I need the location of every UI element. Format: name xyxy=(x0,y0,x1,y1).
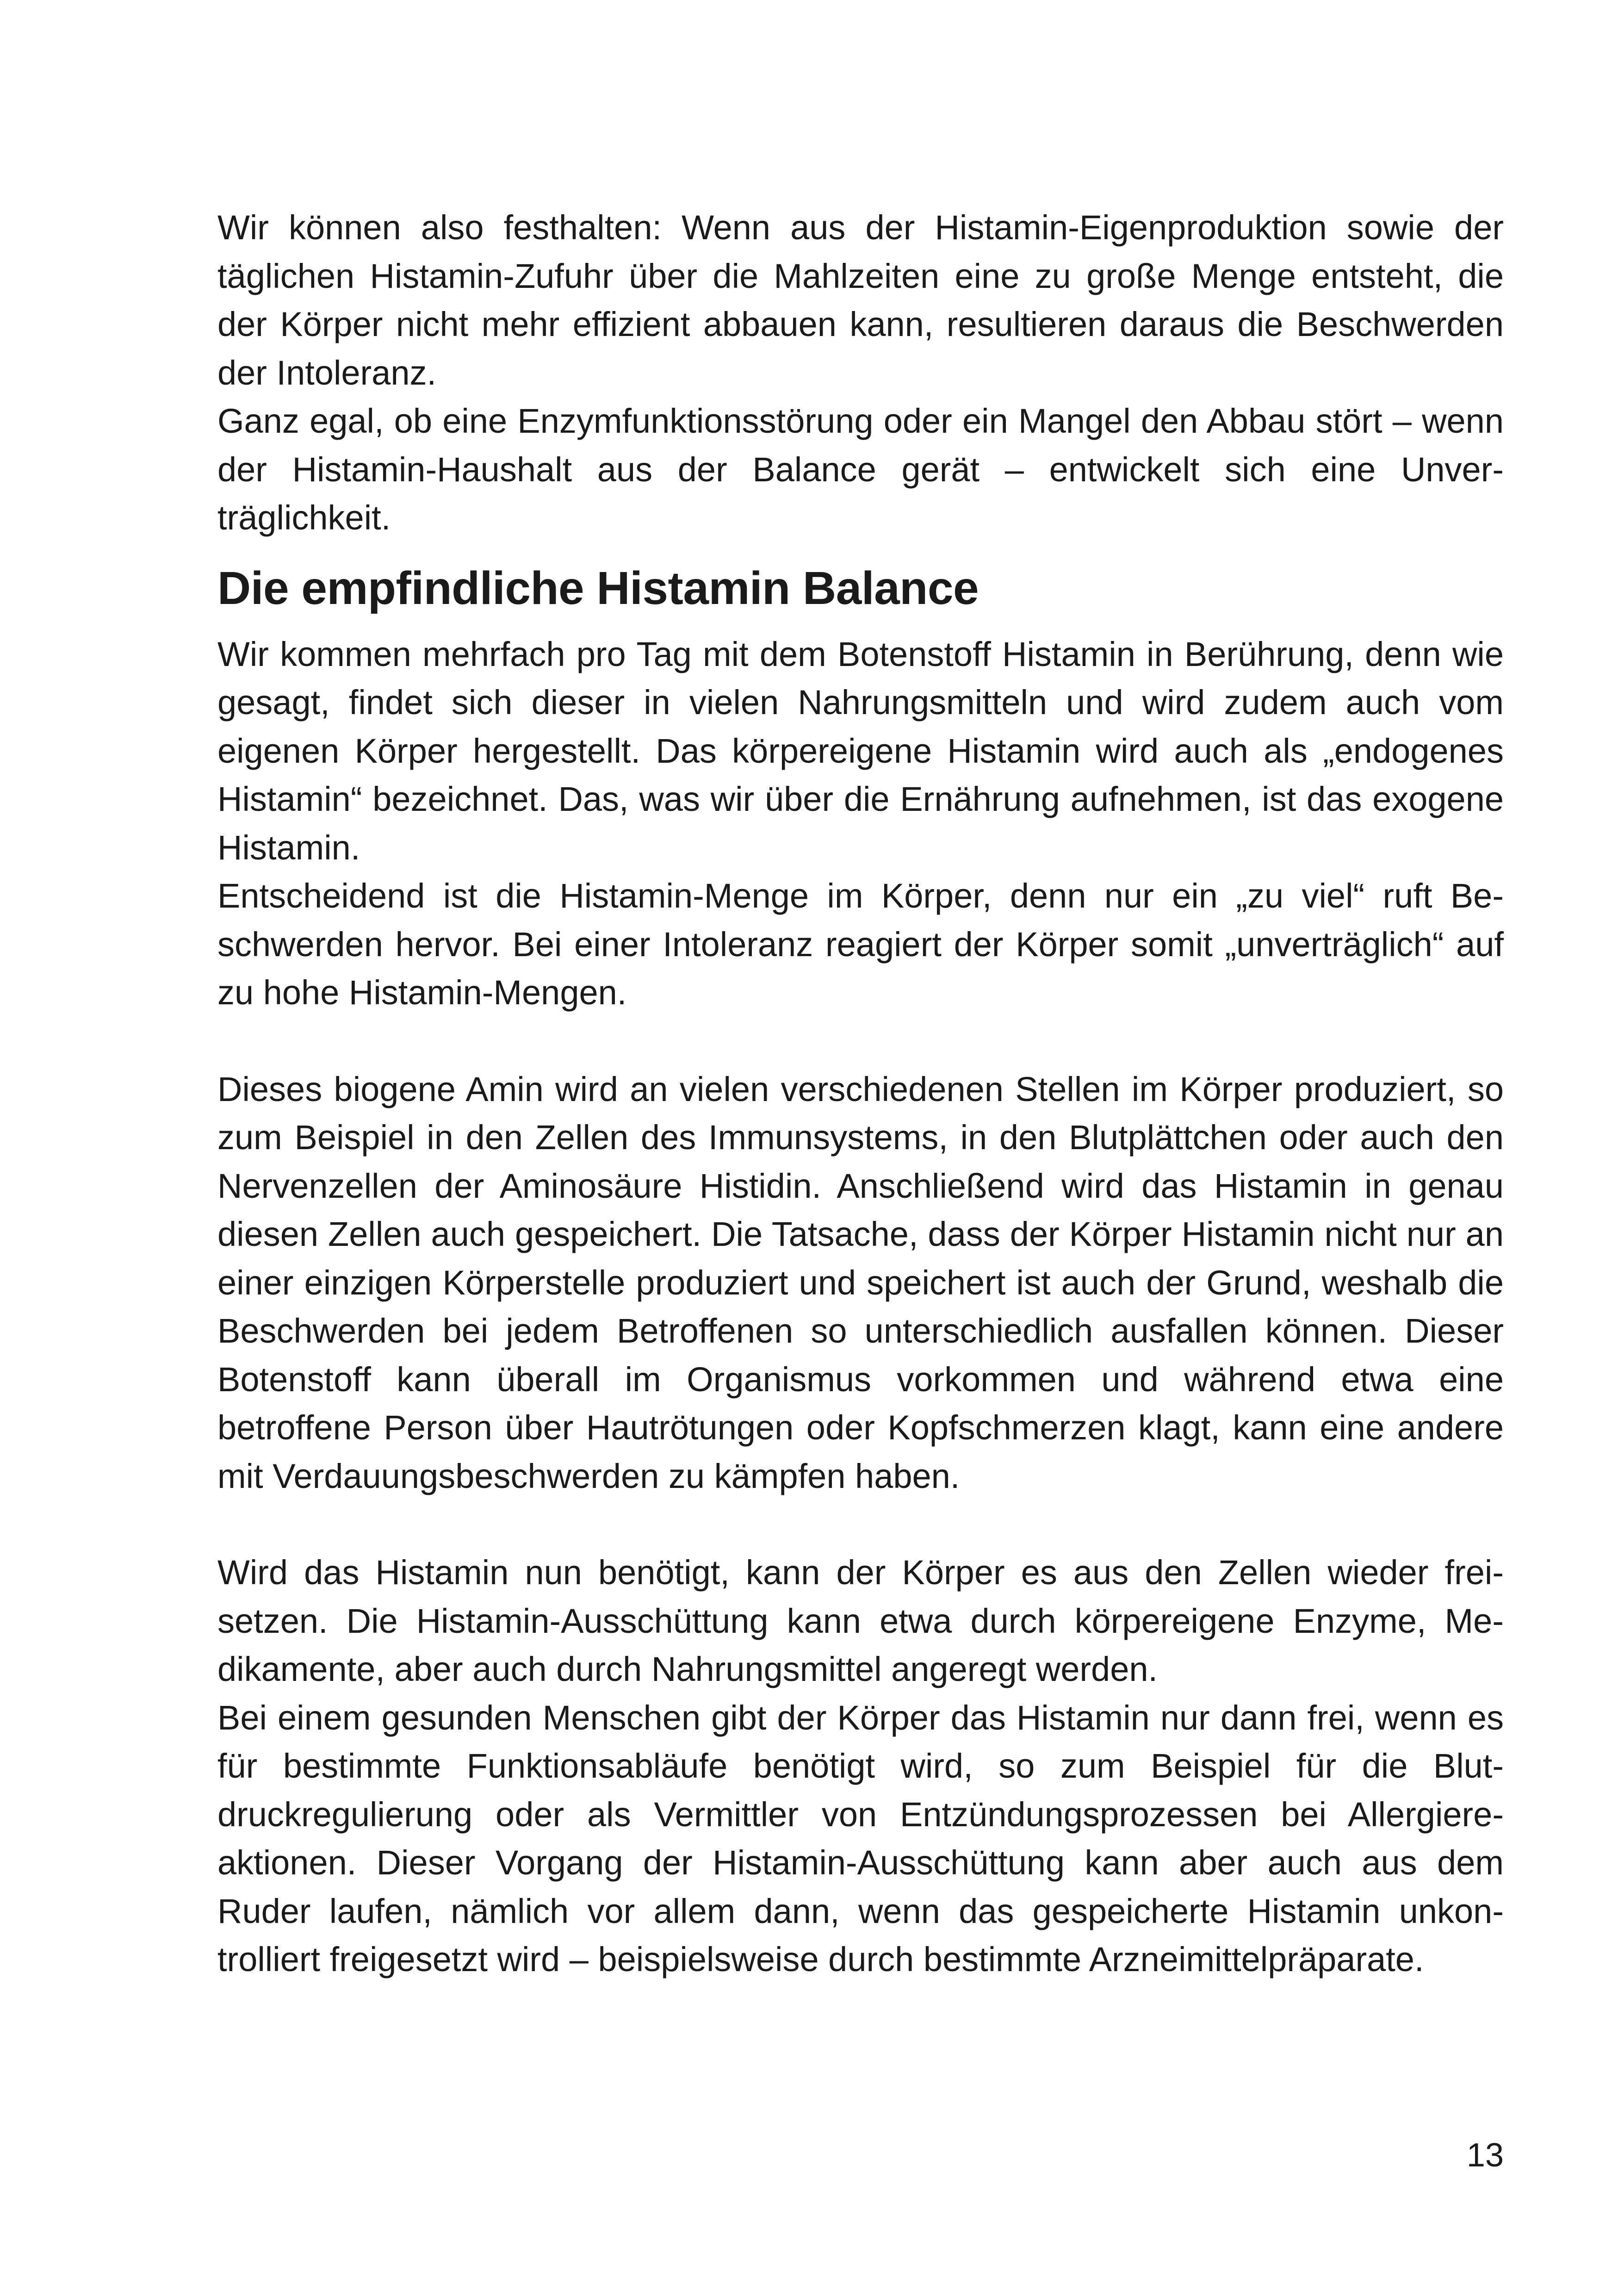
page-number: 13 xyxy=(1466,2137,1504,2174)
page-body xyxy=(217,204,1504,1984)
section-paragraph-4: Wird das Histamin nun benötigt, kann der Körper es aus den Zellen wieder freisetzen. Die Histamin-Ausschüttung kann etwa durch körpereigene Enzyme, Medikamente, aber auch durch Nahrungsmittel angeregt werden. xyxy=(217,1553,1504,1688)
section-paragraph-5: Bei einem gesunden Menschen gibt der Körper das Histamin nur dann frei, wenn es für bestimmte Funktionsabläufe benötigt wird, so zum Beispiel für die Blutdruckregulierung oder als Vermittler von Entzündungsprozessen bei Allergiereaktionen. Dieser Vorgang der Histamin-Ausschüttung kann aber auch aus dem Ruder laufen, nämlich vor allem dann, wenn das gespeicherte Histamin unkontrolliert freigesetzt wird – beispielsweise durch bestimmte Arzneimittelpräparate. xyxy=(217,1698,1504,1979)
section-paragraph-3: Dieses biogene Amin wird an vielen verschiedenen Stellen im Körper produziert, so zum Beispiel in den Zellen des Immunsystems, in den Blutplättchen oder auch den Nervenzellen der Aminosäure Histidin. Anschließend wird das Histamin in genau diesen Zellen auch gespeichert. Die Tatsache, dass der Körper Histamin nicht nur an einer einzigen Körperstelle produziert und speichert ist auch der Grund, weshalb die Beschwerden bei jedem Betroffenen so unterschiedlich ausfallen können. Dieser Botenstoff kann überall im Organismus vorkommen und während etwa eine betroffene Person über Hautrötungen oder Kopfschmerzen klagt, kann eine andere mit Verdauungsbeschwerden zu kämpfen haben. xyxy=(217,1070,1504,1495)
paragraph-gap xyxy=(217,1500,1504,1549)
paragraph-gap xyxy=(217,1017,1504,1065)
section-heading: Die empfindliche Histamin Balance xyxy=(217,562,979,614)
section-paragraph-1: Wir kommen mehrfach pro Tag mit dem Botenstoff Histamin in Berührung, denn wie gesagt, findet sich dieser in vielen Nahrungsmitteln und wird zudem auch vom eigenen Körper hergestellt. Das körpereigene Histamin wird auch als „endogenes Histamin“ bezeichnet. Das, was wir über die Ernährung aufnehmen, ist das exogene Histamin. xyxy=(217,635,1504,867)
intro-paragraph-2: Ganz egal, ob eine Enzymfunktionsstörung oder ein Mangel den Abbau stört – wenn der Histamin-Haushalt aus der Balance gerät – entwickelt sich eine Unverträglichkeit. xyxy=(217,402,1504,537)
section-paragraph-2: Entscheidend ist die Histamin-Menge im Körper, denn nur ein „zu viel“ ruft Beschwerden hervor. Bei einer Intoleranz reagiert der Körper somit „unverträglich“ auf zu hohe Histamin-Mengen. xyxy=(217,877,1504,1012)
intro-paragraph-1: Wir können also festhalten: Wenn aus der Histamin-Eigenproduktion sowie der täglichen Histamin-Zufuhr über die Mahlzeiten eine zu große Menge entsteht, die der Körper nicht mehr effizient abbauen kann, resultieren daraus die Beschwerden der Intoleranz. xyxy=(217,208,1504,392)
